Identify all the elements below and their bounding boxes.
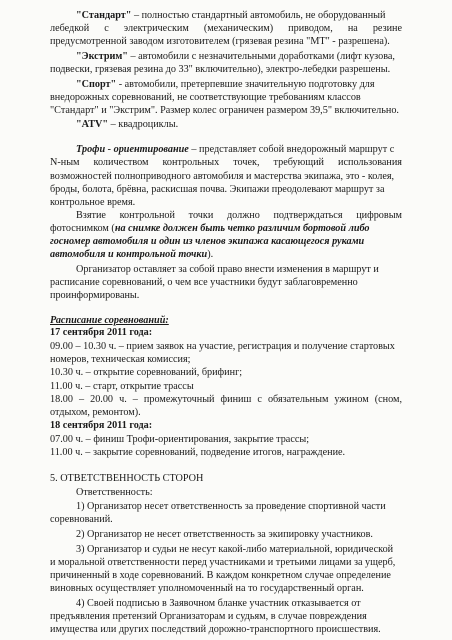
- resp-item-4-line-3: имущества или других последствий дорожно-транспортного происшествия.: [50, 624, 381, 635]
- trophy-organizer-line-3: проинформированы.: [50, 289, 140, 301]
- schedule-day2-item-1: 07.00 ч. – финиш Трофи-ориентирования, закрытие трассы;: [50, 433, 310, 445]
- trophy-line-4: броды, болота, брёвна, раскисшая почва. Экипажи преодолевают маршрут за: [50, 183, 385, 195]
- class-sport-line-2: внедорожных соревнований, не соответствующие требованиям классов: [50, 92, 361, 104]
- schedule-day1-item-4: 18.00 – 20.00 ч. – промежуточный финиш с обязательным ужином (сном,: [50, 393, 402, 405]
- class-extreme-name: "Экстрим": [76, 51, 128, 63]
- trophy-line-5: контрольное время.: [50, 196, 136, 208]
- trophy-term: Трофи - ориентирование: [76, 144, 189, 156]
- class-sport-line-3: "Стандарт" и "Экстрим". Размер колес ограничен размером 39,5" включительно.: [50, 105, 399, 117]
- class-atv-name: "ATV": [76, 119, 109, 131]
- resp-item-3-line-2: и моральной ответственности перед участниками и третьими лицами за ущерб,: [50, 556, 396, 568]
- section-5-heading: 5. ОТВЕТСТВЕННОСТЬ СТОРОН: [50, 472, 204, 484]
- class-standard-line-1: "Стандарт" – полностью стандартный автомобиль, не оборудованный: [76, 10, 386, 21]
- schedule-day1-item-3: 11.00 ч. – старт, открытие трассы: [50, 380, 194, 392]
- trophy-photo-line-4: автомобиля и контрольной точки).: [50, 248, 214, 260]
- trophy-organizer-line-1: Организатор оставляет за собой право внести изменения в маршрут и: [76, 263, 379, 275]
- class-extreme-line-1: "Экстрим" – автомобили с незначительными доработками (лифт кузова,: [76, 51, 395, 63]
- resp-item-1-line-2: соревнований.: [50, 513, 113, 525]
- schedule-day1-item-4-cont: отдыхом, ремонтом).: [50, 406, 141, 418]
- schedule-day2-item-2: 11.00 ч. – закрытие соревнований, подведение итогов, награждение.: [50, 446, 346, 458]
- resp-item-4-line-1: 4) Своей подписью в Заявочном бланке участник отказывается от: [76, 597, 361, 609]
- resp-item-2: 2) Организатор не несет ответственность за экипировку участников.: [76, 528, 373, 540]
- resp-item-3-line-1: 3) Организатор и судьи не несут какой-либо материальной, юридической: [76, 543, 394, 555]
- class-standard-line-2: лебедкой с электрическим (механическим) приводом, на резине: [50, 23, 403, 35]
- trophy-photo-line-1: Взятие контрольной точки должно подтверждаться цифровым: [76, 209, 402, 221]
- schedule-day1-item-2: 10.30 ч. – открытие соревнований, брифинг;: [50, 367, 243, 379]
- schedule-heading: Расписание соревнований:: [50, 315, 169, 327]
- resp-item-3-line-4: виновных осуществляет уполномоченный на то государственный орган.: [50, 582, 364, 594]
- responsibility-subheading: Ответственность:: [76, 486, 153, 498]
- schedule-day1-item-1-cont: номеров, техническая комиссия;: [50, 354, 191, 366]
- trophy-photo-line-2: фотоснимком (на снимке должен быть четко различим бортовой либо: [50, 222, 370, 234]
- class-atv-line: "ATV" – квадроциклы.: [76, 119, 179, 131]
- resp-item-3-line-3: причиненный в ходе соревнований. В каждом конкретном случае определение: [50, 569, 391, 581]
- class-extreme-line-2: подвески, грязевая резина до 33" включительно), электро-лебедки разрешены.: [50, 64, 391, 76]
- schedule-day1-heading: 17 сентября 2011 года:: [50, 327, 153, 339]
- resp-item-4-line-2: предъявления претензий Организаторам и судьям, в случае повреждения: [50, 610, 367, 622]
- class-standard-name: "Стандарт": [76, 10, 132, 21]
- trophy-organizer-line-2: расписание соревнований, о чем все участники будут заблаговременно: [50, 276, 358, 288]
- trophy-line-2: N-ным количеством контрольных точек, требующий использования: [50, 157, 402, 169]
- class-sport-name: "Спорт": [76, 79, 117, 91]
- class-sport-line-1: "Спорт" - автомобили, претерпевшие значительную подготовку для: [76, 79, 375, 91]
- resp-item-1-line-1: 1) Организатор несет ответственность за проведение спортивной части: [76, 500, 386, 512]
- schedule-day2-heading: 18 сентября 2011 года:: [50, 419, 153, 431]
- class-standard-line-3: предусмотренной заводом изготовителем (грязевая резина "МТ" - разрешена).: [50, 36, 390, 48]
- trophy-line-3: возможностей полноприводного автомобиля и мастерства экипажа, это - колея,: [50, 170, 395, 182]
- trophy-line-1: Трофи - ориентирование – представляет собой внедорожный маршрут с: [76, 144, 395, 156]
- schedule-day1-item-1: 09.00 – 10.30 ч. – прием заявок на участие, регистрация и получение стартовых: [50, 341, 395, 353]
- trophy-photo-line-3: госномер автомобиля и один из членов экипажа касающегося руками: [50, 235, 365, 247]
